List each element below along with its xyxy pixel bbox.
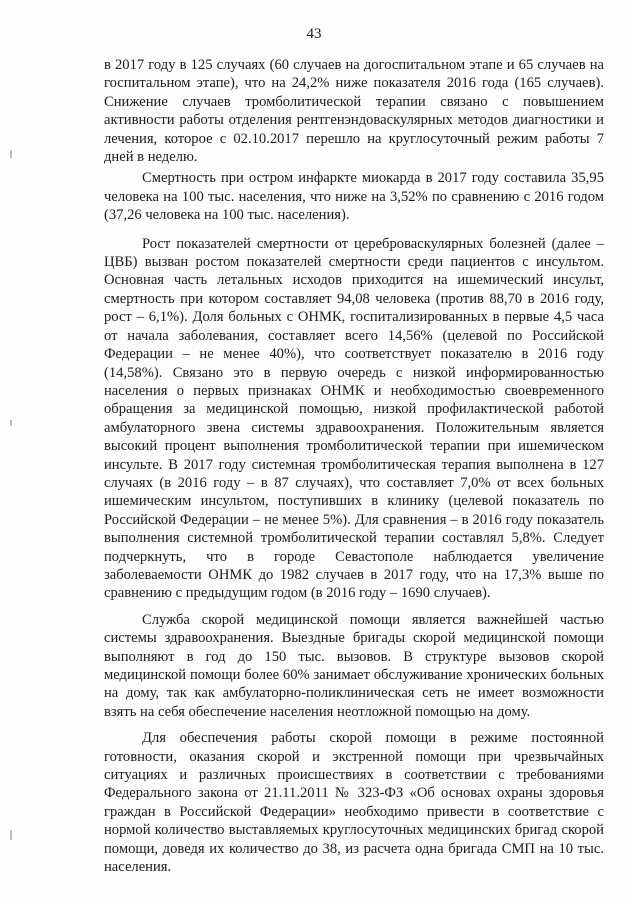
paragraph-thrombolysis-cases: в 2017 году в 125 случаях (60 случаев на догоспитальном этапе и 65 случаев на госпитальном этапе), что на 24,2% ниже показателя 2016 года (165 случаев). Снижение случаев тромболитической терапии связано с повышением активности работы отделения рентгенэндоваскулярных методов диагностики и лечения, которое с 02.10.2017 перешло на круглосуточный режим работы 7 дней в неделю. bbox=[104, 57, 604, 166]
paragraph-cerebrovascular-mortality: Рост показателей смертности от цереброваскулярных болезней (далее – ЦВБ) вызван ростом показателей смертности среди пациентов с инсультом. Основная часть летальных исходов приходится на ишемический инсульт, смертность при котором составляет 94,08 человека (против 88,70 в 2016 году, рост – 6,1%). Доля больных с ОНМК, госпитализированных в первые 4,5 часа от начала заболевания, составляет всего 14,56% (целевой по Российской Федерации – не менее 40%), что соответствует показателю в 2016 году (14,58%). Связано это в первую очередь с низкой информированностью населения о первых признаках ОНМК и необходимостью своевременного обращения за медицинской помощью, низкой профилактической работой амбулаторного звена системы здравоохранения. Положительным является высокий процент выполнения тромболитической терапии при ишемическом инсульте. В 2017 году системная тромболитическая терапия выполнена в 127 случаях (в 2016 году – в 87 случаях), что составляет 7,0% от всех больных ишемическим инсультом, поступивших в клинику (целевой показатель по Российской Федерации – не менее 5%). Для сравнения – в 2016 году показатель выполнения системной тромболитической терапии составлял 5,8%. Следует подчеркнуть, что в городе Севастополе наблюдается увеличение заболеваемости ОНМК до 1982 случаев в 2017 году, что на 17,3% выше по сравнению с предыдущим годом (в 2016 году – 1690 случаев). bbox=[104, 235, 604, 602]
paragraph-myocardial-infarction-mortality: Смертность при остром инфаркте миокарда в 2017 году составила 35,95 человека на 100 тыс. населения, что ниже на 3,52% по сравнению с 2016 годом (37,26 человека на 100 тыс. населения). bbox=[104, 170, 604, 224]
paragraph-ambulance-teams-requirement: Для обеспечения работы скорой помощи в режиме постоянной готовности, оказания скорой и экстренной помощи при чрезвычайных ситуациях и различных происшествиях в соответствии с требованиями Федерального закона от 21.11.2011 № 323-ФЗ «Об основах охраны здоровья граждан в Российской Федерации» необходимо привести в соответствие с нормой количество выставляемых круглосуточных медицинских бригад скорой помощи, доведя их количество до 38, из расчета одна бригада СМП на 10 тыс. населения. bbox=[104, 730, 604, 876]
scan-edge-mark bbox=[10, 830, 12, 840]
page-number: 43 bbox=[306, 26, 322, 42]
paragraph-ambulance-service: Служба скорой медицинской помощи является важнейшей частью системы здравоохранения. Выездные бригады скорой медицинской помощи выполняют в год до 150 тыс. вызовов. В структуре вызовов скорой медицинской помощи более 60% занимает обслуживание хронических больных на дому, так как амбулаторно-поликлиническая сеть не имеет возможности взять на себя обеспечение населения неотложной помощью на дому. bbox=[104, 611, 604, 720]
scan-edge-mark bbox=[10, 420, 12, 426]
scan-edge-mark bbox=[10, 150, 12, 158]
document-body bbox=[104, 56, 604, 876]
